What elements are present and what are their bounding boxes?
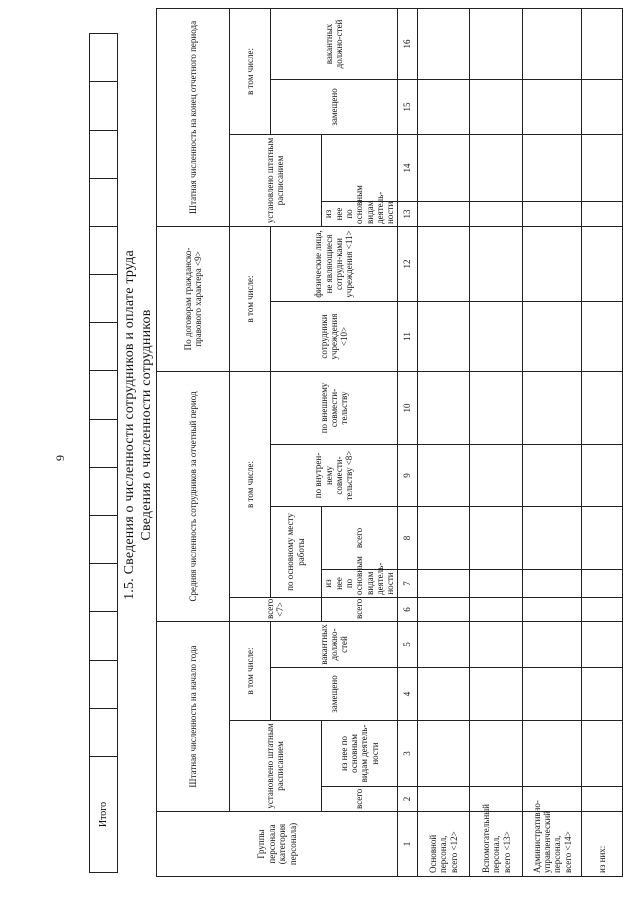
itogo-cell bbox=[90, 130, 118, 178]
header-staff-employees: сотрудники учреждения <10> bbox=[270, 302, 397, 372]
header-vacant-start: вакантных должно-стей bbox=[270, 622, 397, 668]
header-main-activity-avg: из нее по основным видам деятель-ности bbox=[321, 570, 398, 598]
data-cell bbox=[582, 79, 623, 134]
data-cell bbox=[582, 8, 623, 79]
data-cell bbox=[523, 79, 582, 134]
data-cell bbox=[470, 302, 523, 372]
header-total-main-workplace: всего bbox=[321, 598, 398, 622]
itogo-cell bbox=[90, 612, 118, 660]
data-cell bbox=[582, 622, 623, 668]
header-external-part: по внешнему совмести-тельству bbox=[270, 372, 397, 445]
itogo-cell bbox=[90, 516, 118, 564]
col-number: 8 bbox=[398, 507, 417, 570]
data-cell bbox=[417, 445, 470, 507]
data-cell bbox=[582, 226, 623, 301]
data-cell bbox=[417, 668, 470, 721]
col-number: 11 bbox=[398, 302, 417, 372]
headcount-table bbox=[156, 19, 623, 877]
data-cell bbox=[523, 721, 582, 787]
header-individuals: физические лица, не являющиеся сотрудн-ками учреждения <11> bbox=[270, 226, 397, 301]
data-cell bbox=[417, 372, 470, 445]
row-label: Административно-управленческий персонал, всего <14> bbox=[523, 812, 582, 877]
data-cell bbox=[470, 598, 523, 622]
data-cell bbox=[582, 668, 623, 721]
col-number: 7 bbox=[398, 570, 417, 598]
data-cell bbox=[582, 570, 623, 598]
header-established-end: установлено штатным расписанием bbox=[230, 134, 321, 226]
header-including-start: в том числе: bbox=[230, 622, 271, 721]
header-groups: Группы персонала (категория персонала) bbox=[157, 812, 398, 877]
data-cell bbox=[417, 622, 470, 668]
section-title: 1.5. Сведения о численности сотрудников и оплате труда bbox=[122, 250, 137, 600]
data-cell bbox=[417, 79, 470, 134]
col-number: 10 bbox=[398, 372, 417, 445]
col-number: 13 bbox=[398, 201, 417, 226]
data-cell bbox=[470, 201, 523, 226]
data-cell bbox=[523, 226, 582, 301]
data-cell bbox=[470, 668, 523, 721]
col-number: 12 bbox=[398, 226, 417, 301]
data-cell bbox=[582, 598, 623, 622]
col-number: 2 bbox=[398, 787, 417, 812]
data-cell bbox=[523, 598, 582, 622]
data-cell bbox=[470, 787, 523, 812]
header-staff-end: Штатная численность на конец отчетного периода bbox=[157, 8, 230, 226]
header-total-start: всего bbox=[321, 787, 398, 812]
row-label: из них: bbox=[582, 812, 623, 877]
data-cell bbox=[470, 721, 523, 787]
header-total-avg: всего <7> bbox=[230, 598, 321, 622]
header-established-start: установлено штатным расписанием bbox=[230, 721, 321, 812]
itogo-cell bbox=[90, 323, 118, 371]
data-cell bbox=[470, 372, 523, 445]
data-cell bbox=[582, 445, 623, 507]
itogo-cell bbox=[90, 371, 118, 419]
itogo-label: Итого bbox=[90, 757, 118, 873]
header-including-civil: в том числе: bbox=[230, 226, 271, 371]
header-total-end: всего bbox=[321, 507, 398, 570]
data-cell bbox=[470, 507, 523, 570]
data-cell bbox=[582, 201, 623, 226]
header-avg-headcount: Средняя численность сотрудников за отчетный период bbox=[157, 372, 230, 622]
itogo-cell bbox=[90, 226, 118, 274]
data-cell bbox=[582, 302, 623, 372]
col-number: 9 bbox=[398, 445, 417, 507]
header-including-end: в том числе: bbox=[230, 8, 271, 134]
data-cell bbox=[417, 201, 470, 226]
data-cell bbox=[523, 8, 582, 79]
itogo-cell bbox=[90, 178, 118, 226]
data-cell bbox=[470, 570, 523, 598]
header-filled-end: замещено bbox=[270, 79, 397, 134]
header-main-workplace: по основному месту работы bbox=[270, 507, 321, 598]
subsection-title: Сведения о численности сотрудников bbox=[139, 309, 154, 541]
data-cell bbox=[582, 787, 623, 812]
data-cell bbox=[523, 622, 582, 668]
data-cell bbox=[470, 8, 523, 79]
data-cell bbox=[417, 721, 470, 787]
data-cell bbox=[417, 507, 470, 570]
itogo-cell bbox=[90, 82, 118, 130]
data-cell bbox=[523, 445, 582, 507]
header-internal-part: по внутрен-нему совмести-тельству <8> bbox=[270, 445, 397, 507]
data-cell bbox=[417, 8, 470, 79]
data-cell bbox=[582, 721, 623, 787]
itogo-cell bbox=[90, 275, 118, 323]
itogo-table bbox=[89, 33, 118, 873]
itogo-cell bbox=[90, 708, 118, 756]
row-label: Вспомогательный персонал, всего <13> bbox=[470, 812, 523, 877]
itogo-cell bbox=[90, 564, 118, 612]
data-cell bbox=[470, 134, 523, 201]
col-number: 4 bbox=[398, 668, 417, 721]
row-label: Основной персонал, всего <12> bbox=[417, 812, 470, 877]
col-number: 14 bbox=[398, 134, 417, 201]
data-cell bbox=[523, 668, 582, 721]
data-cell bbox=[523, 201, 582, 226]
header-including-avg: в том числе: bbox=[230, 372, 271, 598]
data-cell bbox=[523, 507, 582, 570]
data-cell bbox=[470, 622, 523, 668]
data-cell bbox=[417, 134, 470, 201]
data-cell bbox=[582, 507, 623, 570]
col-number: 5 bbox=[398, 622, 417, 668]
data-cell bbox=[582, 372, 623, 445]
data-cell bbox=[582, 134, 623, 201]
data-cell bbox=[417, 598, 470, 622]
col-number: 3 bbox=[398, 721, 417, 787]
data-cell bbox=[417, 570, 470, 598]
data-cell bbox=[470, 79, 523, 134]
itogo-cell bbox=[90, 34, 118, 82]
data-cell bbox=[417, 302, 470, 372]
col-number: 1 bbox=[398, 812, 417, 877]
data-cell bbox=[470, 445, 523, 507]
header-vacant-end: вакантных должно-стей bbox=[270, 8, 397, 79]
header-civil-contracts: По договорам гражданско-правового характера <9> bbox=[157, 226, 230, 371]
data-cell bbox=[523, 372, 582, 445]
data-cell bbox=[417, 787, 470, 812]
data-cell bbox=[470, 226, 523, 301]
col-number: 16 bbox=[398, 8, 417, 79]
itogo-cell bbox=[90, 660, 118, 708]
data-cell bbox=[523, 134, 582, 201]
itogo-cell bbox=[90, 419, 118, 467]
header-main-activity-start: из нее по основным видам деятель-ности bbox=[321, 721, 398, 787]
col-number: 6 bbox=[398, 598, 417, 622]
itogo-cell bbox=[90, 467, 118, 515]
header-main-activity-end: из нее по основным видам деятель-ности bbox=[321, 201, 398, 226]
data-cell bbox=[523, 570, 582, 598]
col-number: 15 bbox=[398, 79, 417, 134]
header-filled-start: замещено bbox=[270, 668, 397, 721]
header-staff-start: Штатная численность на начало года bbox=[157, 622, 230, 812]
data-cell bbox=[523, 302, 582, 372]
page-number: 9 bbox=[53, 455, 67, 461]
data-cell bbox=[417, 226, 470, 301]
